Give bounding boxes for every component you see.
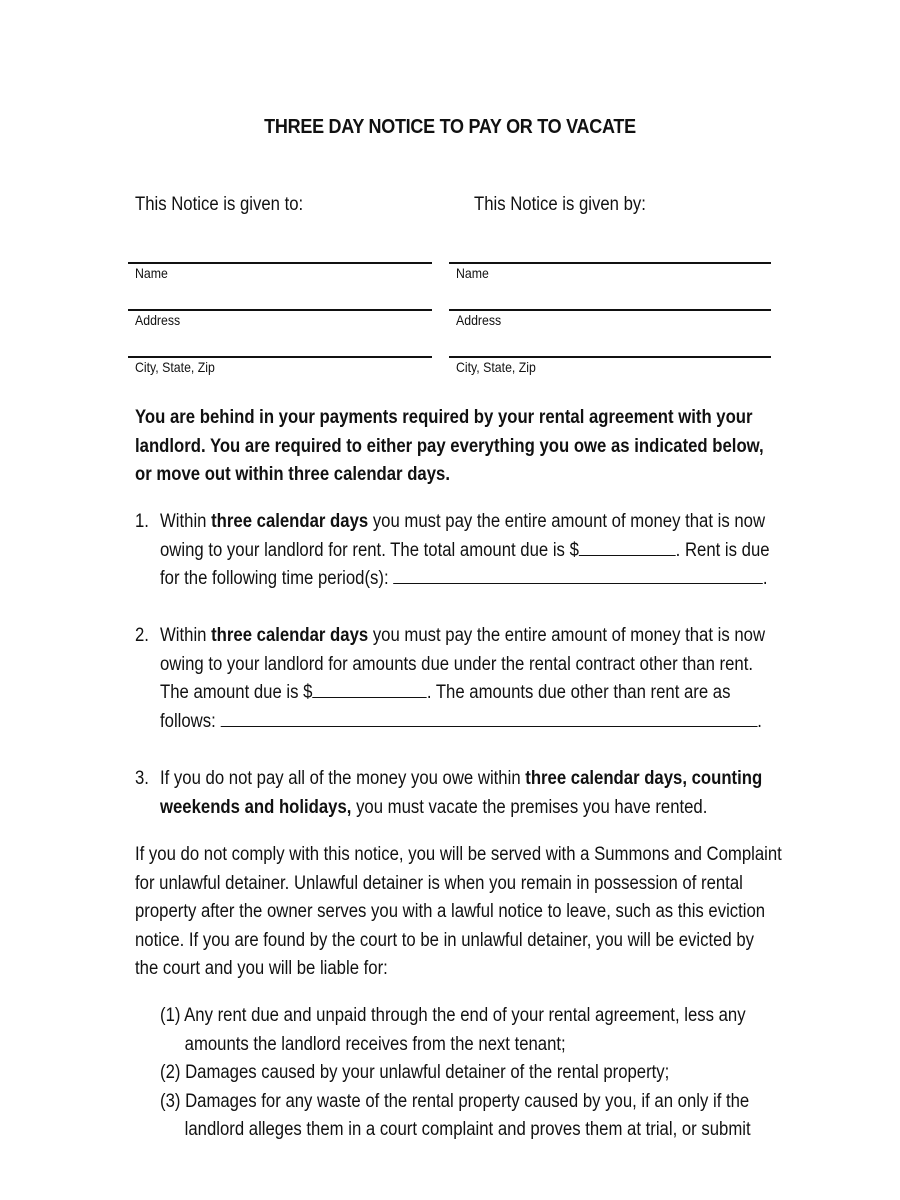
given-to-address-label: Address <box>135 312 181 328</box>
item-text: for the following time period(s): <box>160 568 394 589</box>
item-text: . Rent is due <box>675 539 770 561</box>
item-text: Within <box>160 511 212 532</box>
item-1 <box>160 508 770 594</box>
item-text: follows: <box>160 710 221 732</box>
given-by-address-line[interactable] <box>449 309 771 311</box>
item-text: you must pay the entire amount of money that is now <box>368 511 766 532</box>
given-to-city-line[interactable] <box>128 356 432 358</box>
consequence-line: for unlawful detainer. Unlawful detainer is when you remain in possession of rental <box>135 872 743 894</box>
item-3 <box>160 765 762 822</box>
given-by-address-label: Address <box>456 312 502 328</box>
intro-paragraph <box>135 404 764 490</box>
item-1-line-3 <box>160 565 770 594</box>
item-2-line-2: owing to your landlord for amounts due under the rental contract other than rent. <box>160 653 753 675</box>
consequence-line: notice. If you are found by the court to be in unlawful detainer, you will be evicted by <box>135 929 755 951</box>
item-text: . The amounts due other than rent are as <box>426 682 731 703</box>
item-text: If you do not pay all of the money you owe within <box>160 768 526 789</box>
given-by-name-line[interactable] <box>449 262 771 264</box>
item-2-line-3 <box>160 679 765 708</box>
item-1-line-1 <box>160 508 770 537</box>
given-by-city-line[interactable] <box>449 356 771 358</box>
given-to-name-label: Name <box>135 265 168 281</box>
given-to-heading: This Notice is given to: <box>135 194 304 215</box>
other-amount-blank[interactable] <box>312 679 426 698</box>
item-text-bold: three calendar days, counting <box>525 768 763 789</box>
item-3-line-1 <box>160 765 762 794</box>
item-text-bold: three calendar days <box>211 511 369 532</box>
item-2-number: 2. <box>135 625 149 646</box>
item-text: you must pay the entire amount of money that is now <box>368 625 766 646</box>
item-text: . <box>757 710 762 732</box>
intro-line: You are behind in your payments required by your rental agreement with your <box>135 407 753 428</box>
consequence-line: property after the owner serves you with a lawful notice to leave, such as this eviction <box>135 901 766 922</box>
liability-1-line-1: (1) Any rent due and unpaid through the end of your rental agreement, less any <box>160 1005 746 1026</box>
time-period-blank[interactable] <box>393 565 763 584</box>
item-2-line-4 <box>160 708 765 737</box>
consequence-line: the court and you will be liable for: <box>135 958 388 979</box>
item-3-line-2 <box>160 794 762 823</box>
given-by-heading: This Notice is given by: <box>474 194 646 215</box>
item-text: . <box>762 568 768 589</box>
item-text: owing to your landlord for rent. The total amount due is $ <box>160 539 579 561</box>
given-to-name-line[interactable] <box>128 262 432 264</box>
item-2-line-1 <box>160 622 765 651</box>
total-amount-blank[interactable] <box>579 537 676 556</box>
item-text-bold: weekends and holidays, <box>160 796 352 818</box>
consequence-line: If you do not comply with this notice, you will be served with a Summons and Complaint <box>135 844 782 865</box>
consequence-paragraph <box>135 841 782 984</box>
given-by-name-label: Name <box>456 265 489 281</box>
item-1-line-2 <box>160 537 770 566</box>
item-text: you must vacate the premises you have rented. <box>351 796 708 818</box>
document-title: THREE DAY NOTICE TO PAY OR TO VACATE <box>264 116 636 138</box>
item-3-number: 3. <box>135 768 149 789</box>
item-text-bold: three calendar days <box>211 625 369 646</box>
intro-line: or move out within three calendar days. <box>135 464 450 485</box>
liability-2-line-1: (2) Damages caused by your unlawful detainer of the rental property; <box>160 1062 670 1083</box>
given-to-address-line[interactable] <box>128 309 432 311</box>
item-text: The amount due is $ <box>160 682 313 703</box>
intro-line: landlord. You are required to either pay everything you owe as indicated below, <box>135 435 764 457</box>
liability-3-line-1: (3) Damages for any waste of the rental property caused by you, if an only if the <box>160 1090 750 1112</box>
liability-3-line-2: landlord alleges them in a court complaint and proves them at trial, or submit <box>184 1119 751 1140</box>
other-amounts-blank[interactable] <box>220 708 757 727</box>
given-by-city-label: City, State, Zip <box>456 359 536 375</box>
item-2 <box>160 622 765 736</box>
given-to-city-label: City, State, Zip <box>135 359 215 375</box>
item-text: Within <box>160 625 212 646</box>
liabilities-list <box>160 1002 751 1145</box>
item-1-number: 1. <box>135 511 149 532</box>
liability-1-line-2: amounts the landlord receives from the next tenant; <box>184 1033 566 1055</box>
